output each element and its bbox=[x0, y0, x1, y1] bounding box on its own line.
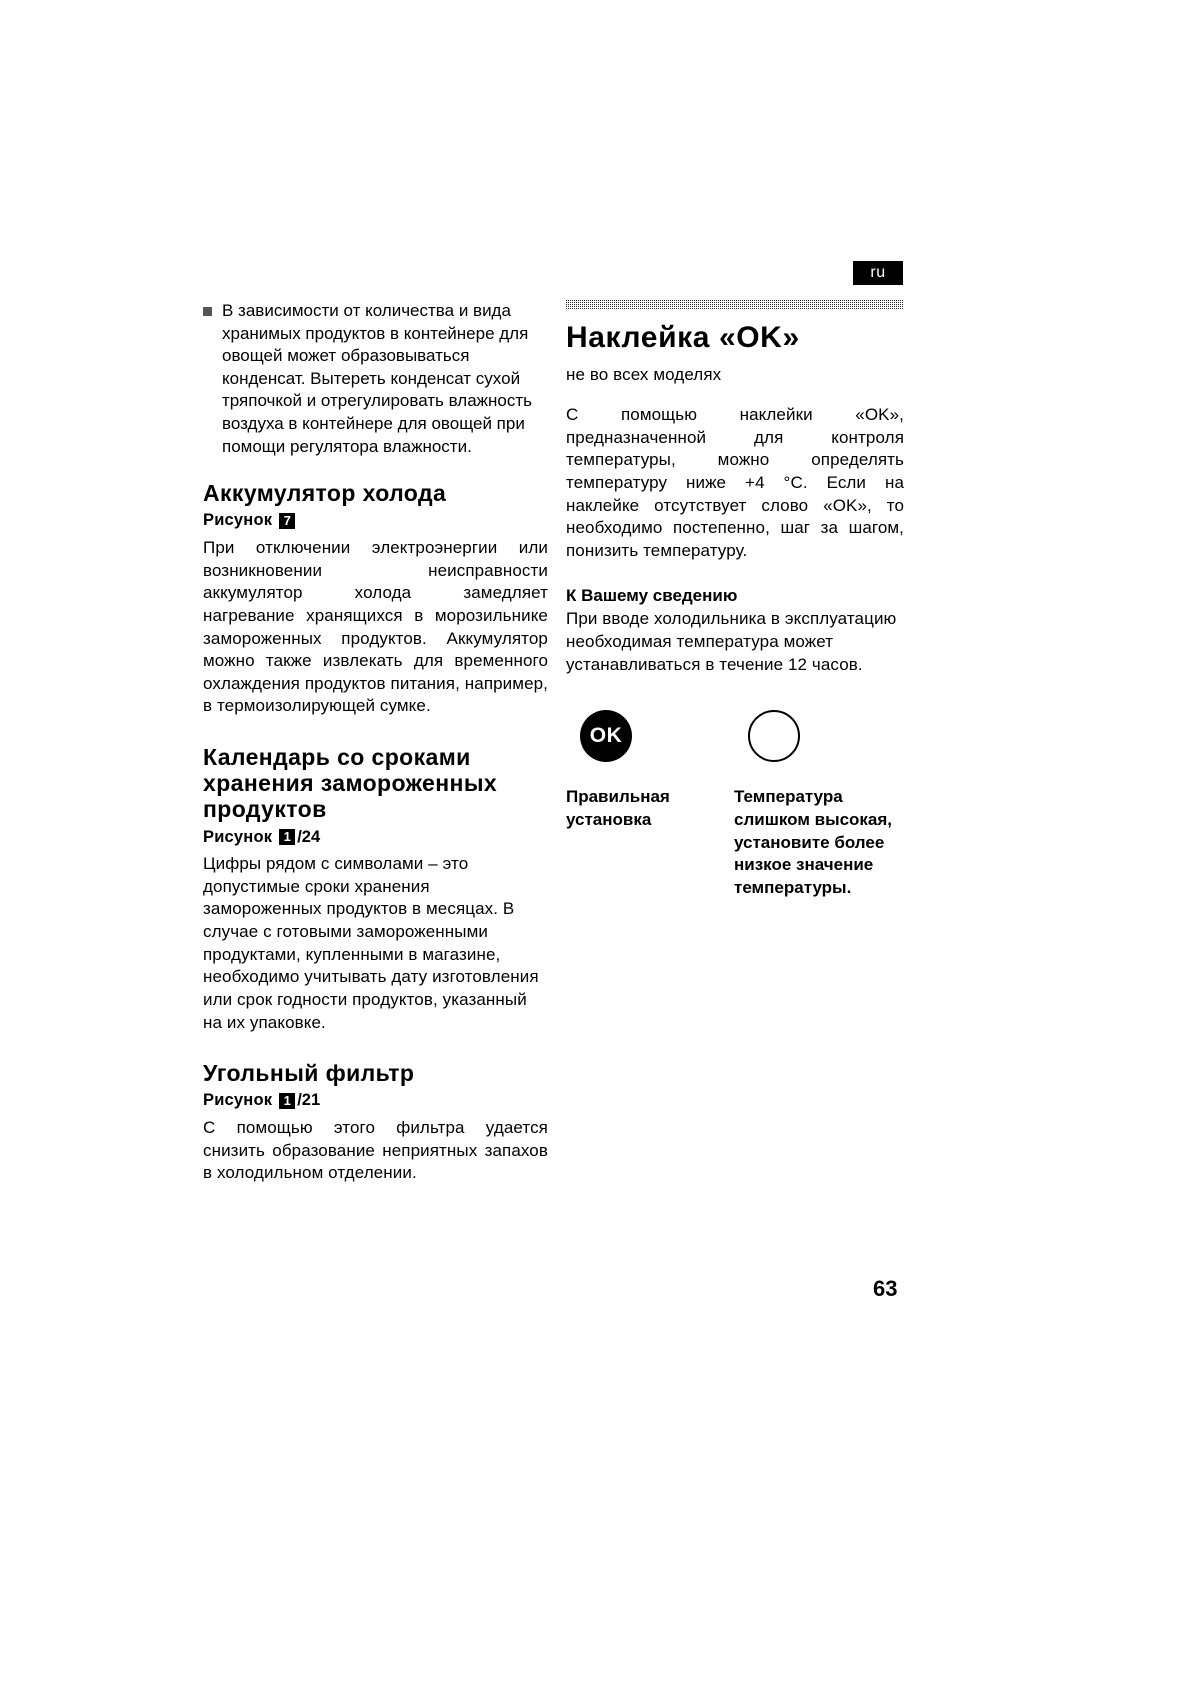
figure-reference-2 bbox=[203, 827, 548, 848]
section-divider-rule bbox=[566, 300, 904, 309]
sticker-caption-correct: Правильная установка bbox=[566, 787, 670, 829]
figure-label: Рисунок bbox=[203, 1091, 273, 1110]
figure-number-suffix: /21 bbox=[297, 1091, 321, 1110]
bullet-list-item bbox=[203, 300, 548, 458]
note-body: При вводе холодильника в эксплуатацию необходимая температура может устанавливаться в течение 12 часов. bbox=[566, 609, 897, 674]
section-body-charcoal-filter: С помощью этого фильтра удается снизить образование неприятных запахов в холодильном отделении. bbox=[203, 1117, 548, 1183]
figure-number-box: 1 bbox=[279, 1093, 295, 1109]
section-heading-ok-sticker: Наклейка «OK» bbox=[566, 321, 800, 354]
sticker-cell-correct bbox=[566, 710, 734, 899]
section-body-storage-calendar: Цифры рядом с символами – это допустимые сроки хранения замороженных продуктов в месяцах. В случае с готовыми замороженными продуктами, купленными в магазине, необходимо учитывать дату изготовления или срок годности продуктов, указанный на их упаковке. bbox=[203, 854, 539, 1032]
section-subtitle: не во всех моделях bbox=[566, 364, 722, 384]
note-heading: К Вашему сведению bbox=[566, 586, 738, 606]
section-body-ok-sticker: С помощью наклейки «OK», предназначенной для контроля температуры, можно определять температуру ниже +4 °C. Если на наклейке отсутствует слово «OK», то необходимо постепенно, шаг за шагом, понизить температуру. bbox=[566, 405, 904, 560]
figure-reference-3 bbox=[203, 1090, 548, 1111]
figure-label: Рисунок bbox=[203, 511, 273, 530]
section-body-cold-accumulator: При отключении электроэнергии или возникновении неисправности аккумулятор холода замедляет нагревание хранящихся в морозильнике замороженных продуктов. Аккумулятор можно также извлекать для временного охлаждения продуктов питания, например, в термоизолирующей сумке. bbox=[203, 538, 548, 716]
page-number: 63 bbox=[873, 1276, 898, 1301]
section-heading-cold-accumulator: Аккумулятор холода bbox=[203, 480, 447, 507]
sticker-cell-too-warm bbox=[734, 710, 902, 899]
square-bullet-icon bbox=[203, 307, 212, 316]
language-badge: ru bbox=[853, 261, 903, 285]
filled-ok-circle-icon: OK bbox=[580, 710, 632, 762]
right-column bbox=[566, 300, 904, 899]
section-heading-charcoal-filter: Угольный фильтр bbox=[203, 1060, 415, 1087]
sticker-caption-too-warm: Температура слишком высокая, установите более низкое значение температуры. bbox=[734, 787, 893, 897]
figure-label: Рисунок bbox=[203, 827, 273, 846]
figure-number-suffix: /24 bbox=[297, 827, 321, 846]
figure-reference-1 bbox=[203, 510, 548, 531]
bullet-item-text: В зависимости от количества и вида хранимых продуктов в контейнере для овощей может образовываться конденсат. Вытереть конденсат сухой тряпочкой и отрегулировать влажность воздуха в контейнере для овощей при помощи регулятора влажности. bbox=[222, 301, 533, 456]
section-heading-storage-calendar: Календарь со сроками хранения замороженных продуктов bbox=[203, 743, 498, 823]
sticker-figure-group bbox=[566, 710, 904, 899]
figure-number-box: 7 bbox=[279, 513, 295, 529]
empty-circle-icon bbox=[748, 710, 800, 762]
left-column bbox=[203, 300, 548, 1185]
figure-number-box: 1 bbox=[279, 829, 295, 845]
